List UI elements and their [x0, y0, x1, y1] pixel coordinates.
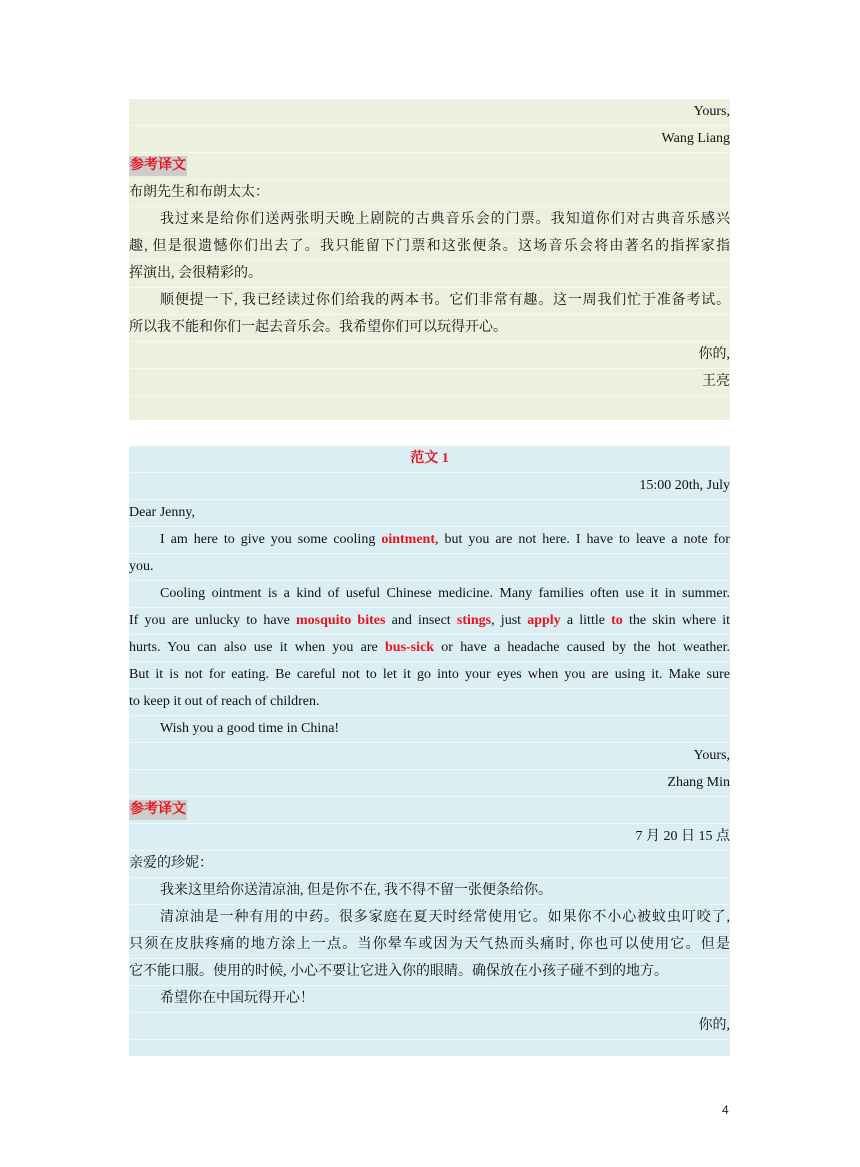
closing: Yours,	[129, 99, 730, 126]
keyword: ointment	[381, 532, 435, 547]
translation-label-row	[129, 153, 730, 180]
keyword: bus-sick	[385, 640, 435, 655]
paragraph-line: 我过来是给你们送两张明天晚上剧院的古典音乐会的门票。我知道你们对古典音乐感兴	[129, 207, 730, 234]
text-span: , but you are not here. I have to leave a note for	[434, 532, 730, 547]
paragraph-line: to keep it out of reach of children.	[129, 689, 730, 716]
model-essay-box	[129, 446, 730, 1056]
page-number: 4	[722, 1103, 729, 1117]
keyword: to	[611, 613, 623, 628]
paragraph-line: 所以我不能和你们一起去音乐会。我希望你们可以玩得开心。	[129, 315, 730, 342]
signature-cn: 王亮	[129, 369, 730, 396]
paragraph-line: Wish you a good time in China!	[129, 716, 730, 743]
paragraph-line: But it is not for eating. Be careful not to let it go into your eyes when you are using it. Make sure	[129, 662, 730, 689]
signature: Wang Liang	[129, 126, 730, 153]
keyword: mosquito bites	[295, 613, 386, 628]
closing-cn: 你的,	[129, 1013, 730, 1040]
text-span: a little	[560, 613, 612, 628]
text-span: hurts. You can also use it when you are	[129, 640, 385, 655]
paragraph-line: Cooling ointment is a kind of useful Chinese medicine. Many families often use it in summer.	[129, 581, 730, 608]
salutation: Dear Jenny,	[129, 500, 730, 527]
salutation-cn: 布朗先生和布朗太太：	[129, 180, 730, 207]
paragraph-line: 希望你在中国玩得开心！	[129, 986, 730, 1013]
paragraph-line: 它不能口服。使用的时候, 小心不要让它进入你的眼睛。确保放在小孩子碰不到的地方。	[129, 959, 730, 986]
date-cn: 7 月 20 日 15 点	[129, 824, 730, 851]
text-span: and insect	[385, 613, 457, 628]
paragraph-line: 顺便提一下, 我已经读过你们给我的两本书。它们非常有趣。这一周我们忙于准备考试。	[129, 288, 730, 315]
keyword: stings	[456, 613, 492, 628]
keyword: apply	[527, 613, 561, 628]
paragraph-line: 趣, 但是很遗憾你们出去了。我只能留下门票和这张便条。这场音乐会将由著名的指挥家指	[129, 234, 730, 261]
paragraph-line: 清凉油是一种有用的中药。很多家庭在夏天时经常使用它。如果你不小心被蚊虫叮咬了,	[129, 905, 730, 932]
text-span: , just	[491, 613, 528, 628]
text-span: I am here to give you some cooling	[160, 532, 382, 547]
translation-label: 参考译文	[129, 800, 187, 820]
translation-box-1	[129, 99, 730, 420]
paragraph-line: 只须在皮肤疼痛的地方涂上一点。当你晕车或因为天气热而头痛时, 你也可以使用它。但是	[129, 932, 730, 959]
text-span: or have a headache caused by the hot weather.	[434, 640, 730, 655]
paragraph-line	[129, 635, 730, 662]
closing-cn: 你的,	[129, 342, 730, 369]
paragraph-line	[129, 608, 730, 635]
translation-label: 参考译文	[129, 156, 187, 176]
text-span: the skin where it	[622, 613, 730, 628]
text-span: If you are unlucky to have	[129, 613, 296, 628]
salutation-cn: 亲爱的珍妮：	[129, 851, 730, 878]
paragraph-line: you.	[129, 554, 730, 581]
translation-label-row	[129, 797, 730, 824]
essay-title-text: 范文 1	[410, 451, 449, 466]
signature: Zhang Min	[129, 770, 730, 797]
paragraph-line: 挥演出, 会很精彩的。	[129, 261, 730, 288]
paragraph-line: 我来这里给你送清凉油, 但是你不在, 我不得不留一张便条给你。	[129, 878, 730, 905]
paragraph-line	[129, 527, 730, 554]
essay-title	[129, 446, 730, 473]
closing: Yours,	[129, 743, 730, 770]
datetime: 15:00 20th, July	[129, 473, 730, 500]
